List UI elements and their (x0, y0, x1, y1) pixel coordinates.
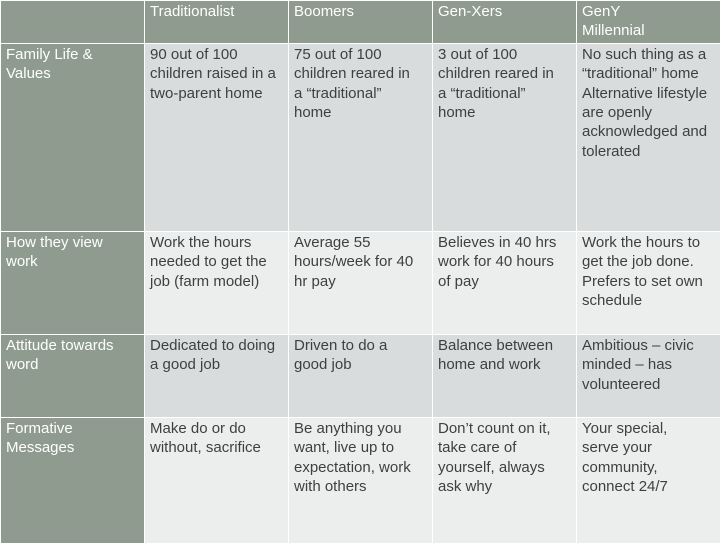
table-row (1, 334, 720, 417)
row-header-view-work: How they view work (1, 231, 145, 334)
column-header-traditionalist: Traditionalist (145, 1, 289, 44)
row-header-formative-messages: Formative Messages (1, 417, 145, 543)
table-cell: 90 out of 100 children raised in a two-parent home (145, 43, 289, 231)
column-header-gen-xers: Gen-Xers (433, 1, 577, 44)
header-row (1, 1, 720, 44)
table-cell: Work the hours needed to get the job (farm model) (145, 231, 289, 334)
corner-cell (1, 1, 145, 44)
table-cell: 75 out of 100 children reared in a “traditional” home (289, 43, 433, 231)
table-cell: Driven to do a good job (289, 334, 433, 417)
table-row (1, 43, 720, 231)
table-cell: Don’t count on it, take care of yourself, always ask why (433, 417, 577, 543)
table-cell: Make do or do without, sacrifice (145, 417, 289, 543)
table-cell: 3 out of 100 children reared in a “traditional” home (433, 43, 577, 231)
table-cell: Average 55 hours/week for 40 hr pay (289, 231, 433, 334)
table-row (1, 417, 720, 543)
table-cell: Ambitious – civic minded – has volunteered (577, 334, 720, 417)
table-cell: Balance between home and work (433, 334, 577, 417)
row-header-attitude: Attitude towards word (1, 334, 145, 417)
table-cell: Dedicated to doing a good job (145, 334, 289, 417)
table-cell: Work the hours to get the job done. Prefers to set own schedule (577, 231, 720, 334)
table-row (1, 231, 720, 334)
table-cell: Be anything you want, live up to expectation, work with others (289, 417, 433, 543)
table-cell: No such thing as a “traditional” home Alternative lifestyle are openly acknowledged and tolerated (577, 43, 720, 231)
table-cell: Believes in 40 hrs work for 40 hours of pay (433, 231, 577, 334)
row-header-family-life: Family Life & Values (1, 43, 145, 231)
column-header-gen-y: GenY Millennial (577, 1, 720, 44)
column-header-boomers: Boomers (289, 1, 433, 44)
table-cell: Your special, serve your community, connect 24/7 (577, 417, 720, 543)
